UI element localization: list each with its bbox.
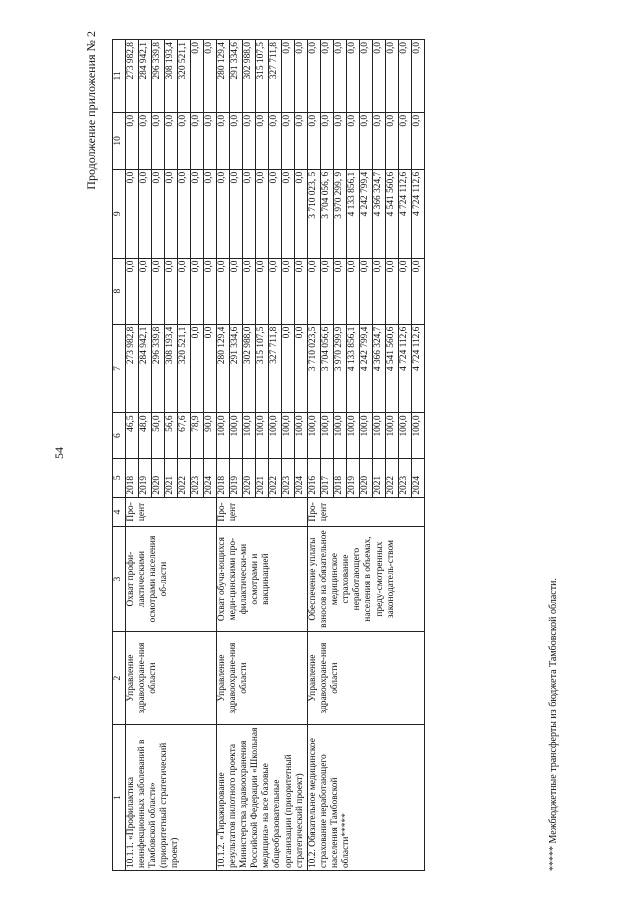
value-cell: 0,0 [269, 112, 282, 169]
header-cell: 6 [113, 412, 126, 458]
header-cell: 10 [113, 112, 126, 169]
value-cell: 0,0 [386, 258, 399, 324]
year-cell: 2019 [230, 458, 243, 497]
value-cell: 100,0 [256, 412, 269, 458]
header-cell: 5 [113, 458, 126, 497]
value-cell: 56,6 [165, 412, 178, 458]
value-cell: 100,0 [230, 412, 243, 458]
value-cell: 0,0 [165, 169, 178, 258]
value-cell: 0,0 [282, 169, 295, 258]
value-cell: 100,0 [269, 412, 282, 458]
block-executor: Управление здравоохране-ния области [126, 631, 217, 724]
value-cell: 4 366 324,7 [373, 324, 386, 413]
block-executor: Управление здравоохране-ния области [308, 631, 425, 724]
value-cell: 100,0 [399, 412, 412, 458]
value-cell: 327 711,8 [269, 39, 282, 112]
value-cell: 4 541 560,6 [386, 324, 399, 413]
value-cell: 0,0 [412, 258, 425, 324]
block-executor: Управление здравоохране-ния области [217, 631, 308, 724]
value-cell: 0,0 [412, 112, 425, 169]
value-cell: 0,0 [139, 169, 152, 258]
header-cell: 9 [113, 169, 126, 258]
value-cell: 0,0 [347, 258, 360, 324]
value-cell: 48,0 [139, 412, 152, 458]
value-cell: 90,0 [204, 412, 217, 458]
value-cell: 0,0 [386, 112, 399, 169]
value-cell: 0,0 [373, 258, 386, 324]
header-cell: 7 [113, 324, 126, 413]
block-name: 10.2. Обязательное медицинское страхование неработающего населения Тамбовской области***** [308, 724, 425, 870]
value-cell: 0,0 [321, 39, 334, 112]
value-cell: 100,0 [360, 412, 373, 458]
value-cell: 0,0 [126, 169, 139, 258]
value-cell: 0,0 [347, 39, 360, 112]
value-cell: 78,9 [191, 412, 204, 458]
year-cell: 2022 [386, 458, 399, 497]
block-indicator: Охват обуча-ющихся меди-цинскими про-филактически-ми осмотрами и вакцинацией [217, 526, 308, 631]
value-cell: 46,5 [126, 412, 139, 458]
value-cell: 0,0 [126, 112, 139, 169]
value-cell: 327 711,8 [269, 324, 282, 413]
year-cell: 2017 [321, 458, 334, 497]
value-cell: 100,0 [386, 412, 399, 458]
value-cell: 273 982,8 [126, 324, 139, 413]
value-cell: 100,0 [295, 412, 308, 458]
year-cell: 2016 [308, 458, 321, 497]
value-cell: 0,0 [204, 324, 217, 413]
year-cell: 2021 [373, 458, 386, 497]
value-cell: 0,0 [282, 258, 295, 324]
value-cell: 3 710 023, 5 [308, 169, 321, 258]
value-cell: 3 970 299,9 [334, 324, 347, 413]
value-cell: 0,0 [230, 112, 243, 169]
value-cell: 0,0 [191, 258, 204, 324]
value-cell: 4 133 856,1 [347, 324, 360, 413]
value-cell: 0,0 [295, 324, 308, 413]
value-cell: 0,0 [204, 258, 217, 324]
year-cell: 2023 [282, 458, 295, 497]
year-cell: 2023 [191, 458, 204, 497]
block-indicator: Охват профи-лактическими осмотрами населения об-ласти [126, 526, 217, 631]
value-cell: 0,0 [295, 39, 308, 112]
value-cell: 0,0 [399, 112, 412, 169]
value-cell: 4 724 112,6 [399, 324, 412, 413]
value-cell: 0,0 [230, 258, 243, 324]
value-cell: 0,0 [308, 112, 321, 169]
value-cell: 0,0 [152, 258, 165, 324]
value-cell: 0,0 [139, 258, 152, 324]
value-cell: 100,0 [373, 412, 386, 458]
value-cell: 284 942,1 [139, 324, 152, 413]
value-cell: 4 724 112,6 [412, 324, 425, 413]
year-cell: 2018 [334, 458, 347, 497]
budget-table [112, 39, 425, 871]
value-cell: 315 107,5 [256, 39, 269, 112]
value-cell: 100,0 [308, 412, 321, 458]
year-cell: 2019 [347, 458, 360, 497]
value-cell: 0,0 [295, 169, 308, 258]
value-cell: 0,0 [282, 324, 295, 413]
value-cell: 0,0 [347, 112, 360, 169]
value-cell: 280 129,4 [217, 324, 230, 413]
value-cell: 0,0 [152, 169, 165, 258]
value-cell: 291 334,6 [230, 324, 243, 413]
value-cell: 0,0 [412, 39, 425, 112]
value-cell: 0,0 [191, 169, 204, 258]
year-cell: 2024 [204, 458, 217, 497]
value-cell: 320 521,1 [178, 39, 191, 112]
value-cell: 100,0 [347, 412, 360, 458]
appendix-label: Продолжение приложения № 2 [84, 30, 98, 190]
value-cell: 3 710 023,5 [308, 324, 321, 413]
value-cell: 0,0 [178, 169, 191, 258]
year-cell: 2021 [165, 458, 178, 497]
value-cell: 4 242 799,4 [360, 169, 373, 258]
year-cell: 2024 [295, 458, 308, 497]
value-cell: 0,0 [334, 39, 347, 112]
value-cell: 0,0 [386, 39, 399, 112]
value-cell: 0,0 [360, 39, 373, 112]
rotated-content [40, 23, 600, 883]
value-cell: 0,0 [399, 39, 412, 112]
table-row [126, 39, 139, 870]
year-cell: 2020 [152, 458, 165, 497]
value-cell: 4 724 112,6 [412, 169, 425, 258]
value-cell: 0,0 [360, 112, 373, 169]
value-cell: 0,0 [308, 258, 321, 324]
value-cell: 320 521,1 [178, 324, 191, 413]
value-cell: 0,0 [217, 258, 230, 324]
year-cell: 2018 [126, 458, 139, 497]
value-cell: 100,0 [243, 412, 256, 458]
block-name: 10.1.1. «Профилактика неинфекционных заболеваний в Тамбовской области» (приоритетный стратегический проект) [126, 724, 217, 870]
header-cell: 11 [113, 39, 126, 112]
value-cell: 308 193,4 [165, 324, 178, 413]
year-cell: 2018 [217, 458, 230, 497]
year-cell: 2023 [399, 458, 412, 497]
value-cell: 4 133 856,1 [347, 169, 360, 258]
year-cell: 2020 [360, 458, 373, 497]
header-cell: 8 [113, 258, 126, 324]
block-indicator: Обеспечение уплаты взносов на обязательное медицинское страхование неработающего населения в объемах, преду-смотренных законодатель-ством [308, 526, 425, 631]
page-number: 54 [52, 446, 66, 459]
value-cell: 100,0 [282, 412, 295, 458]
header-cell: 3 [113, 526, 126, 631]
value-cell: 0,0 [295, 258, 308, 324]
value-cell: 0,0 [308, 39, 321, 112]
value-cell: 0,0 [269, 258, 282, 324]
table-row [217, 39, 230, 870]
value-cell: 0,0 [334, 258, 347, 324]
header-cell: 4 [113, 497, 126, 527]
year-cell: 2022 [178, 458, 191, 497]
value-cell: 296 339,8 [152, 324, 165, 413]
value-cell: 100,0 [217, 412, 230, 458]
value-cell: 100,0 [321, 412, 334, 458]
value-cell: 4 366 324,7 [373, 169, 386, 258]
value-cell: 315 107,5 [256, 324, 269, 413]
value-cell: 100,0 [412, 412, 425, 458]
header-cell: 1 [113, 724, 126, 870]
value-cell: 0,0 [373, 39, 386, 112]
value-cell: 0,0 [256, 112, 269, 169]
value-cell: 0,0 [295, 112, 308, 169]
value-cell: 291 334,6 [230, 39, 243, 112]
value-cell: 0,0 [321, 258, 334, 324]
value-cell: 0,0 [360, 258, 373, 324]
value-cell: 0,0 [243, 258, 256, 324]
value-cell: 0,0 [334, 112, 347, 169]
value-cell: 100,0 [334, 412, 347, 458]
header-cell: 2 [113, 631, 126, 724]
year-cell: 2021 [256, 458, 269, 497]
value-cell: 4 724 112,6 [399, 169, 412, 258]
year-cell: 2024 [412, 458, 425, 497]
block-unit: Про-цент [126, 497, 217, 527]
value-cell: 0,0 [321, 112, 334, 169]
year-cell: 2022 [269, 458, 282, 497]
value-cell: 280 129,4 [217, 39, 230, 112]
value-cell: 273 982,8 [126, 39, 139, 112]
value-cell: 0,0 [243, 169, 256, 258]
value-cell: 0,0 [204, 39, 217, 112]
table-row [308, 39, 321, 870]
value-cell: 50,0 [152, 412, 165, 458]
value-cell: 0,0 [269, 169, 282, 258]
value-cell: 0,0 [178, 258, 191, 324]
value-cell: 0,0 [178, 112, 191, 169]
value-cell: 284 942,1 [139, 39, 152, 112]
value-cell: 3 704 056,6 [321, 324, 334, 413]
value-cell: 0,0 [256, 169, 269, 258]
value-cell: 308 193,4 [165, 39, 178, 112]
value-cell: 0,0 [399, 258, 412, 324]
value-cell: 0,0 [139, 112, 152, 169]
value-cell: 296 339,8 [152, 39, 165, 112]
value-cell: 0,0 [152, 112, 165, 169]
value-cell: 4 541 560,6 [386, 169, 399, 258]
value-cell: 0,0 [373, 112, 386, 169]
value-cell: 302 988,0 [243, 39, 256, 112]
year-cell: 2020 [243, 458, 256, 497]
value-cell: 67,6 [178, 412, 191, 458]
footnote: ***** Межбюджетные трансферты из бюджета Тамбовской области. [548, 577, 559, 871]
value-cell: 0,0 [204, 112, 217, 169]
value-cell: 0,0 [282, 39, 295, 112]
value-cell: 0,0 [217, 169, 230, 258]
block-name: 10.1.2. «Тиражирование результатов пилотного проекта Министерства здравоохранения Российской Федерации «Школьная медицина» на все базовые общеобразовательные организации (приоритетный стратегический проект) [217, 724, 308, 870]
block-unit: Про-цент [217, 497, 308, 527]
block-unit: Про-цент [308, 497, 425, 527]
value-cell: 0,0 [165, 258, 178, 324]
value-cell: 0,0 [191, 112, 204, 169]
value-cell: 0,0 [282, 112, 295, 169]
value-cell: 0,0 [191, 39, 204, 112]
value-cell: 0,0 [243, 112, 256, 169]
value-cell: 0,0 [191, 324, 204, 413]
value-cell: 0,0 [230, 169, 243, 258]
value-cell: 0,0 [217, 112, 230, 169]
value-cell: 0,0 [126, 258, 139, 324]
value-cell: 3 970 299, 9 [334, 169, 347, 258]
value-cell: 3 704 056, 6 [321, 169, 334, 258]
value-cell: 0,0 [165, 112, 178, 169]
value-cell: 4 242 799,4 [360, 324, 373, 413]
value-cell: 0,0 [256, 258, 269, 324]
value-cell: 0,0 [204, 169, 217, 258]
value-cell: 302 988,0 [243, 324, 256, 413]
header-row [113, 39, 126, 870]
year-cell: 2019 [139, 458, 152, 497]
